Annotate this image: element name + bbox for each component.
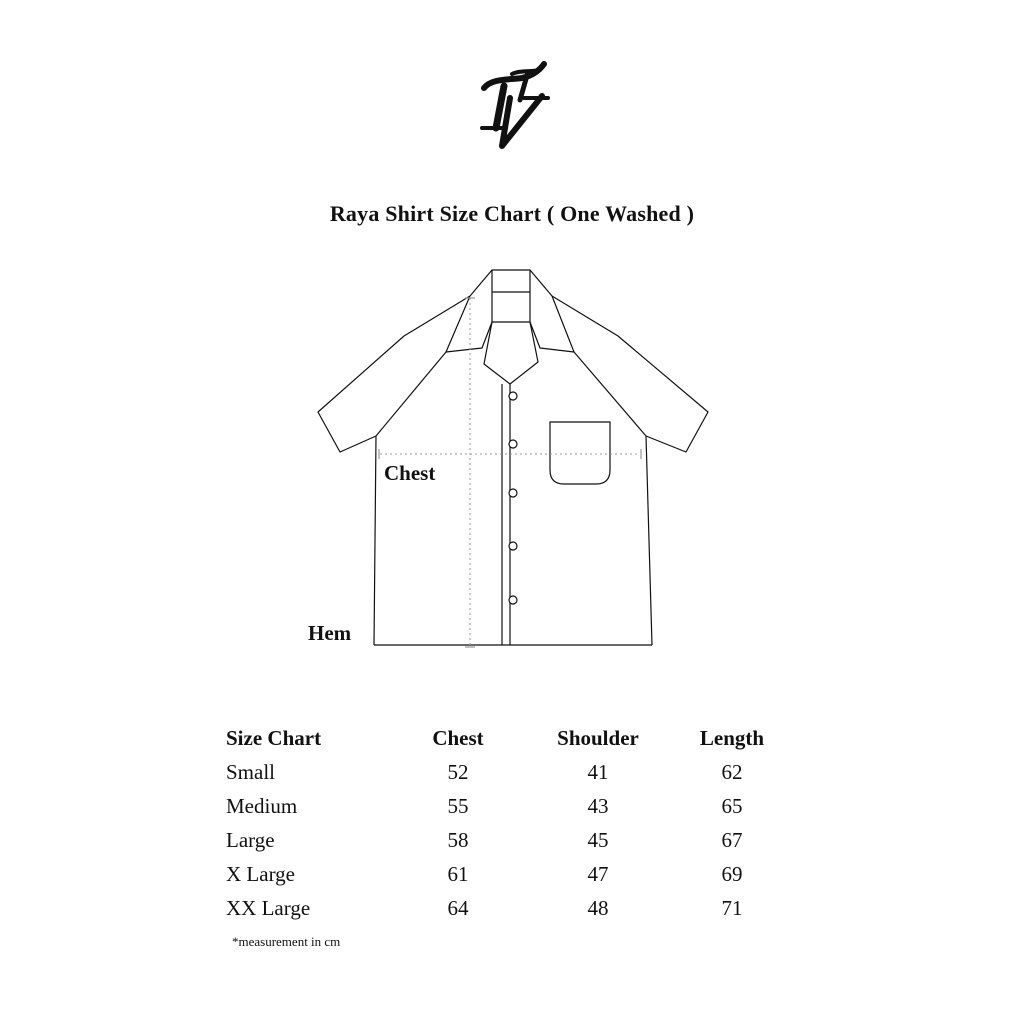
size-table [226,726,786,930]
shirt-outline-icon [300,262,730,662]
value-text: 58 [447,828,469,852]
value-text: 69 [721,862,743,886]
header-label: Shoulder [557,726,639,750]
value-text: 55 [447,794,469,818]
page-title: Raya Shirt Size Chart ( One Washed ) [329,201,695,226]
table-row [226,794,786,828]
header-size-chart [226,726,321,751]
header-label: Chest [432,726,484,750]
value-text: 67 [721,828,743,852]
value-text: 62 [721,760,743,784]
table-row [226,862,786,896]
value-text: 61 [447,862,469,886]
value-text: 52 [447,760,469,784]
value-text: 41 [587,760,609,784]
size-name: Medium [226,794,298,818]
value-text: 65 [721,794,743,818]
size-name: Small [226,760,276,784]
header-label: Size Chart [226,726,322,750]
table-row [226,760,786,794]
size-name: X Large [226,862,295,886]
hem-label: Hem [308,621,352,645]
value-text: 64 [447,896,469,920]
measurement-note: *measurement in cm [232,934,341,949]
value-text: 47 [587,862,609,886]
tv-monogram-logo-icon [462,58,562,154]
size-name: Large [226,828,275,852]
brand-logo [462,58,562,154]
value-text: 48 [587,896,609,920]
size-name: XX Large [226,896,311,920]
table-header-row [226,726,786,760]
value-text: 43 [587,794,609,818]
shirt-diagram [300,262,730,662]
value-text: 45 [587,828,609,852]
chest-label: Chest [384,461,436,485]
header-label: Length [699,726,765,750]
table-row [226,896,786,930]
table-row [226,828,786,862]
value-text: 71 [721,896,743,920]
